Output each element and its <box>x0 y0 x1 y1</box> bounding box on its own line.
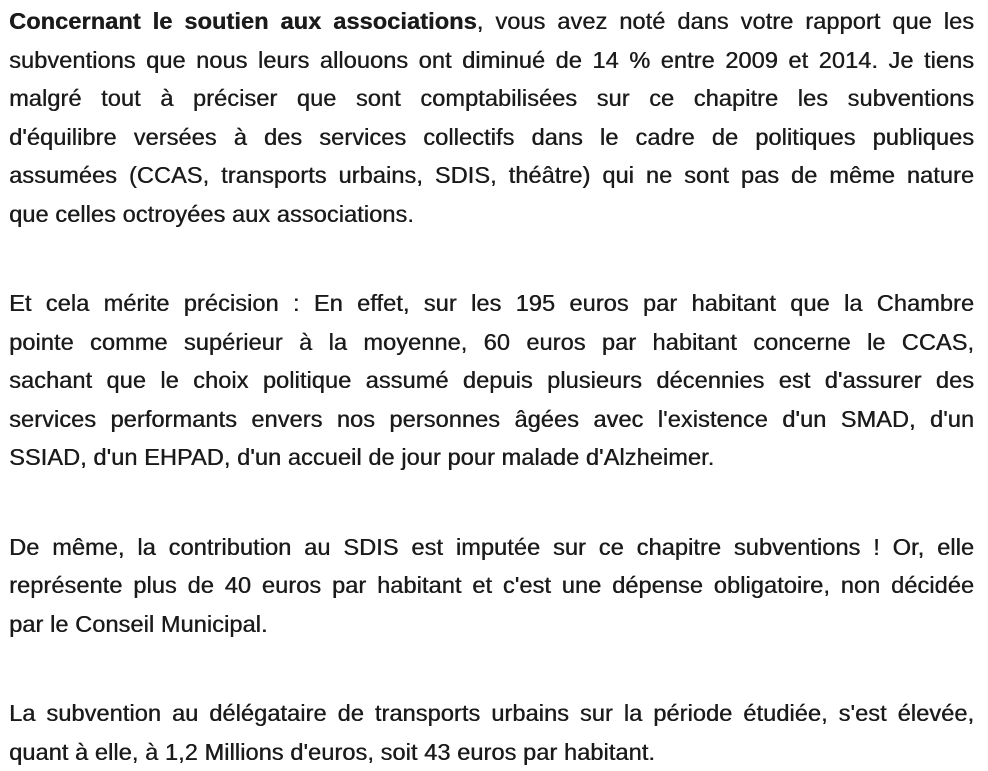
text-line: pointe comme supérieur à la moyenne, 60 euros par habitant concerne le CCAS, <box>9 328 974 355</box>
text-line: SSIAD, d'un EHPAD, d'un accueil de jour pour malade d'Alzheimer. <box>9 444 715 470</box>
text-line: représente plus de 40 euros par habitant et c'est une dépense obligatoire, non décidée <box>9 572 974 598</box>
text-line: d'équilibre versées à des services collectifs dans le cadre de politiques publiques <box>9 123 974 150</box>
text-line: malgré tout à préciser que sont comptabilisées sur ce chapitre les subventions <box>9 85 974 111</box>
paragraph-soutien-associations <box>9 2 974 233</box>
text-line: assumées (CCAS, transports urbains, SDIS, théâtre) qui ne sont pas de même nature <box>9 162 974 188</box>
text-line: Et cela mérite précision : En effet, sur les 195 euros par habitant que la Chambre <box>9 290 974 316</box>
text-line: subventions que nous leurs allouons ont diminué de 14 % entre 2009 et 2014. Je tiens <box>9 46 974 73</box>
text-line: sachant que le choix politique assumé depuis plusieurs décennies est d'assurer des <box>9 367 974 393</box>
paragraph-precision-ccas <box>9 284 974 477</box>
text-line <box>9 2 974 41</box>
text-line: quant à elle, à 1,2 Millions d'euros, soit 43 euros par habitant. <box>9 738 655 765</box>
text-line: par le Conseil Municipal. <box>9 610 268 637</box>
lead-rest-text: , vous avez noté dans votre rapport que les <box>476 8 974 34</box>
text-line: services performants envers nos personnes âgées avec l'existence d'un SMAD, d'un <box>9 405 974 432</box>
text-line: que celles octroyées aux associations. <box>9 200 414 227</box>
paragraph-contribution-sdis <box>9 528 974 644</box>
text-line: De même, la contribution au SDIS est imputée sur ce chapitre subventions ! Or, elle <box>9 533 974 560</box>
paragraph-subvention-transports <box>9 694 974 771</box>
bold-lead-text: Concernant le soutien aux associations <box>9 8 477 34</box>
text-line: La subvention au délégataire de transports urbains sur la période étudiée, s'est élevée, <box>9 700 974 726</box>
